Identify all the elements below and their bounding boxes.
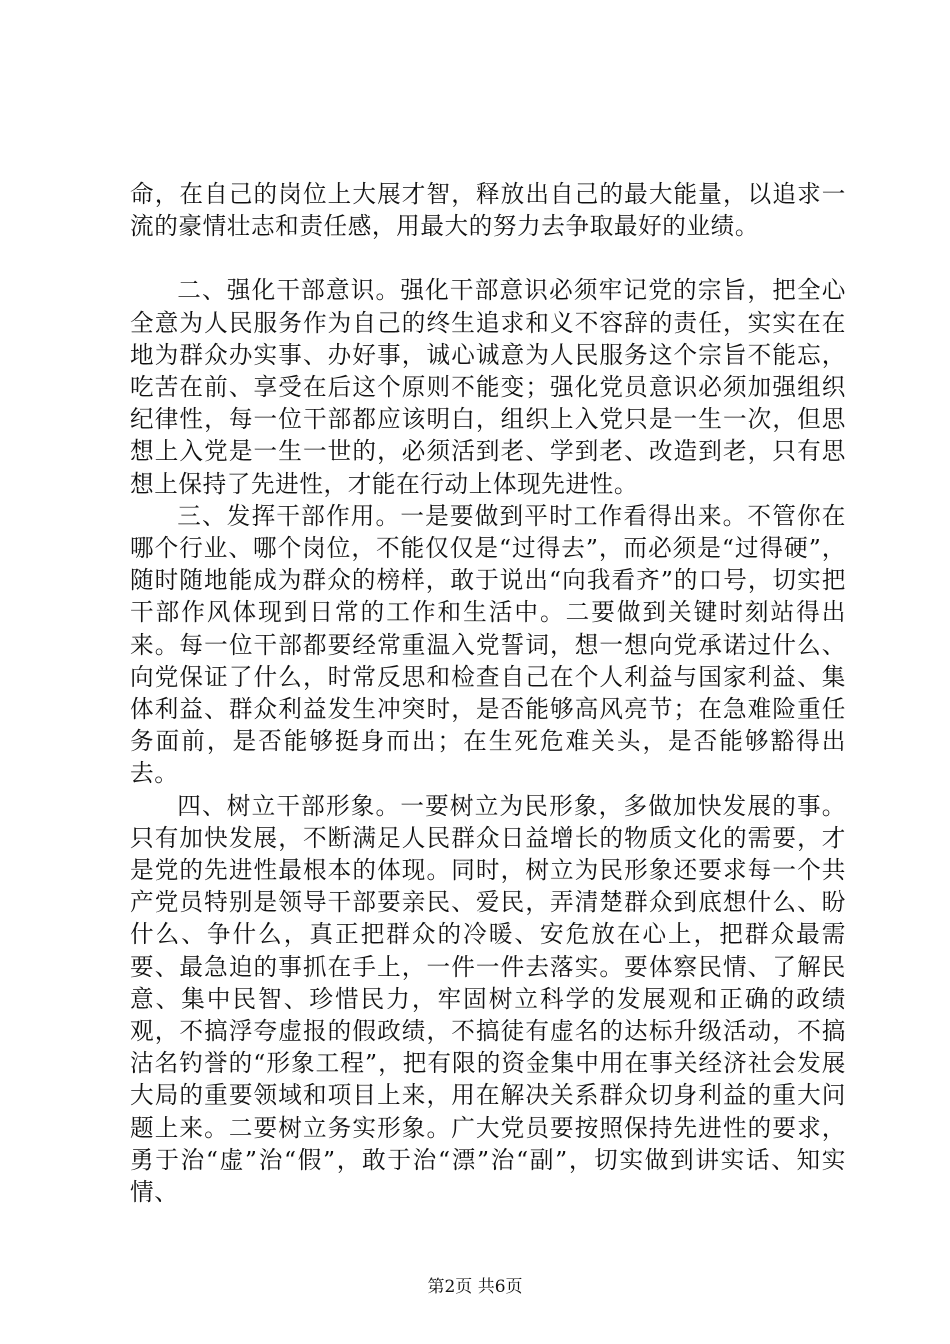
- paragraph-continuation: 命，在自己的岗位上大展才智，释放出自己的最大能量，以追求一流的豪情壮志和责任感，用最大的努力去争取最好的业绩。: [130, 180, 846, 241]
- page-number-footer: 第2页 共6页: [427, 1277, 523, 1297]
- paragraph-strengthen-awareness: 二、强化干部意识。强化干部意识必须牢记党的宗旨，把全心全意为人民服务作为自己的终生追求和义不容辞的责任，实实在在地为群众办实事、办好事，诚心诚意为人民服务这个宗旨不能忘，吃苦在前、享受在后这个原则不能变；强化党员意识必须加强组织纪律性，每一位干部都应该明白，组织上入党只是一生一次，但思想上入党是一生一世的，必须活到老、学到老、改造到老，只有思想上保持了先进性，才能在行动上体现先进性。: [130, 276, 846, 498]
- document-body: [130, 178, 846, 1208]
- paragraph-play-role: 三、发挥干部作用。一是要做到平时工作看得出来。不管你在哪个行业、哪个岗位，不能仅仅是“过得去”，而必须是“过得硬”，随时随地能成为群众的榜样，敢于说出“向我看齐”的口号，切实把干部作风体现到日常的工作和生活中。二要做到关键时刻站得出来。每一位干部都要经常重温入党誓词，想一想向党承诺过什么、向党保证了什么，时常反思和检查自己在个人利益与国家利益、集体利益、群众利益发生冲突时，是否能够高风亮节；在急难险重任务面前，是否能够挺身而出；在生死危难关头，是否能够豁得出去。: [130, 501, 846, 788]
- paragraph-build-image: 四、树立干部形象。一要树立为民形象，多做加快发展的事。只有加快发展，不断满足人民群众日益增长的物质文化的需要，才是党的先进性最根本的体现。同时，树立为民形象还要求每一个共产党员特别是领导干部要亲民、爱民，弄清楚群众到底想什么、盼什么、争什么，真正把群众的冷暖、安危放在心上，把群众最需要、最急迫的事抓在手上，一件一件去落实。要体察民情、了解民意、集中民智、珍惜民力，牢固树立科学的发展观和正确的政绩观，不搞浮夸虚报的假政绩，不搞徒有虚名的达标升级活动，不搞沽名钓誉的“形象工程”，把有限的资金集中用在事关经济社会发展大局的重要领域和项目上来，用在解决关系群众切身利益的重大问题上来。二要树立务实形象。广大党员要按照保持先进性的要求，勇于治“虚”治“假”，敢于治“漂”治“副”，切实做到讲实话、知实情、: [130, 791, 846, 1207]
